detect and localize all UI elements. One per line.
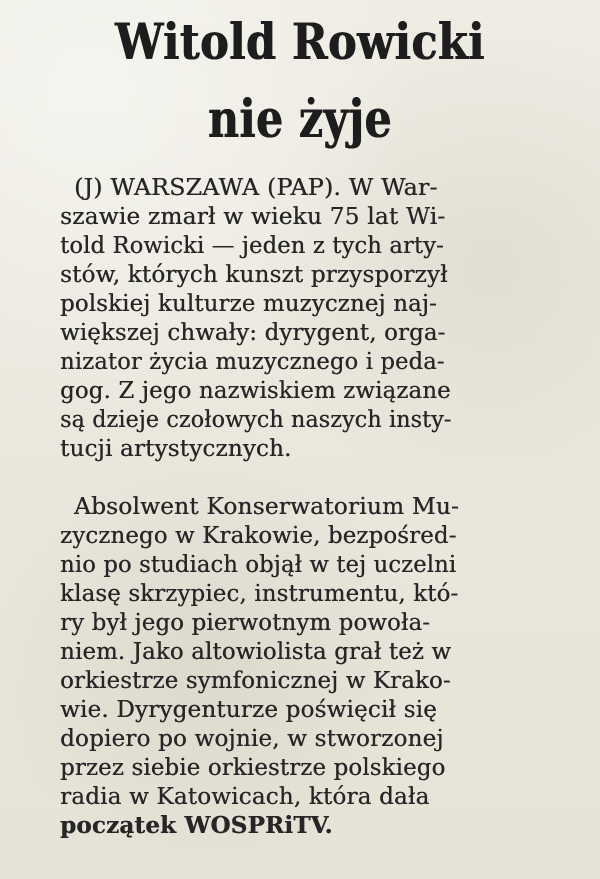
article-line-22: początek WOSPRiTV. xyxy=(60,812,333,839)
article-line-17: orkiestrze symfonicznej w Krako- xyxy=(60,668,451,694)
article-line-5: polskiej kulturze muzycznej naj- xyxy=(60,291,437,317)
article-line-11: Absolwent Konserwatorium Mu- xyxy=(74,494,459,520)
article-line-18: wie. Dyrygenturze poświęcił się xyxy=(60,697,437,723)
article-line-4: stów, których kunszt przysporzył xyxy=(60,262,448,288)
article-line-14: klasę skrzypiec, instrumentu, któ- xyxy=(60,581,459,607)
article-line-21: radia w Katowicach, która dała xyxy=(60,784,430,810)
article-line-7: nizator życia muzycznego i peda- xyxy=(60,349,445,375)
article-line-13: nio po studiach objął w tej uczelni xyxy=(60,552,457,578)
article-line-16: niem. Jako altowiolista grał też w xyxy=(60,639,452,665)
article-line-3: told Rowicki — jeden z tych arty- xyxy=(60,233,444,259)
article-line-9: są dzieje czołowych naszych insty- xyxy=(60,407,452,433)
article-line-19: dopiero po wojnie, w stworzonej xyxy=(60,726,444,752)
article-line-2: szawie zmarł w wieku 75 lat Wi- xyxy=(60,204,446,230)
article-line-1: (J) WARSZAWA (PAP). W War- xyxy=(74,175,438,201)
article-line-20: przez siebie orkiestrze polskiego xyxy=(60,755,446,781)
article-line-8: gog. Z jego nazwiskiem związane xyxy=(60,378,451,404)
article-line-12: zycznego w Krakowie, bezpośred- xyxy=(60,523,457,549)
article-line-6: większej chwały: dyrygent, orga- xyxy=(60,320,446,346)
headline-line-2: nie żyje xyxy=(207,89,392,150)
headline-line-1: Witold Rowicki xyxy=(115,12,485,71)
article-line-10: tucji artystycznych. xyxy=(60,436,292,462)
article-line-15: ry był jego pierwotnym powoła- xyxy=(60,610,431,636)
